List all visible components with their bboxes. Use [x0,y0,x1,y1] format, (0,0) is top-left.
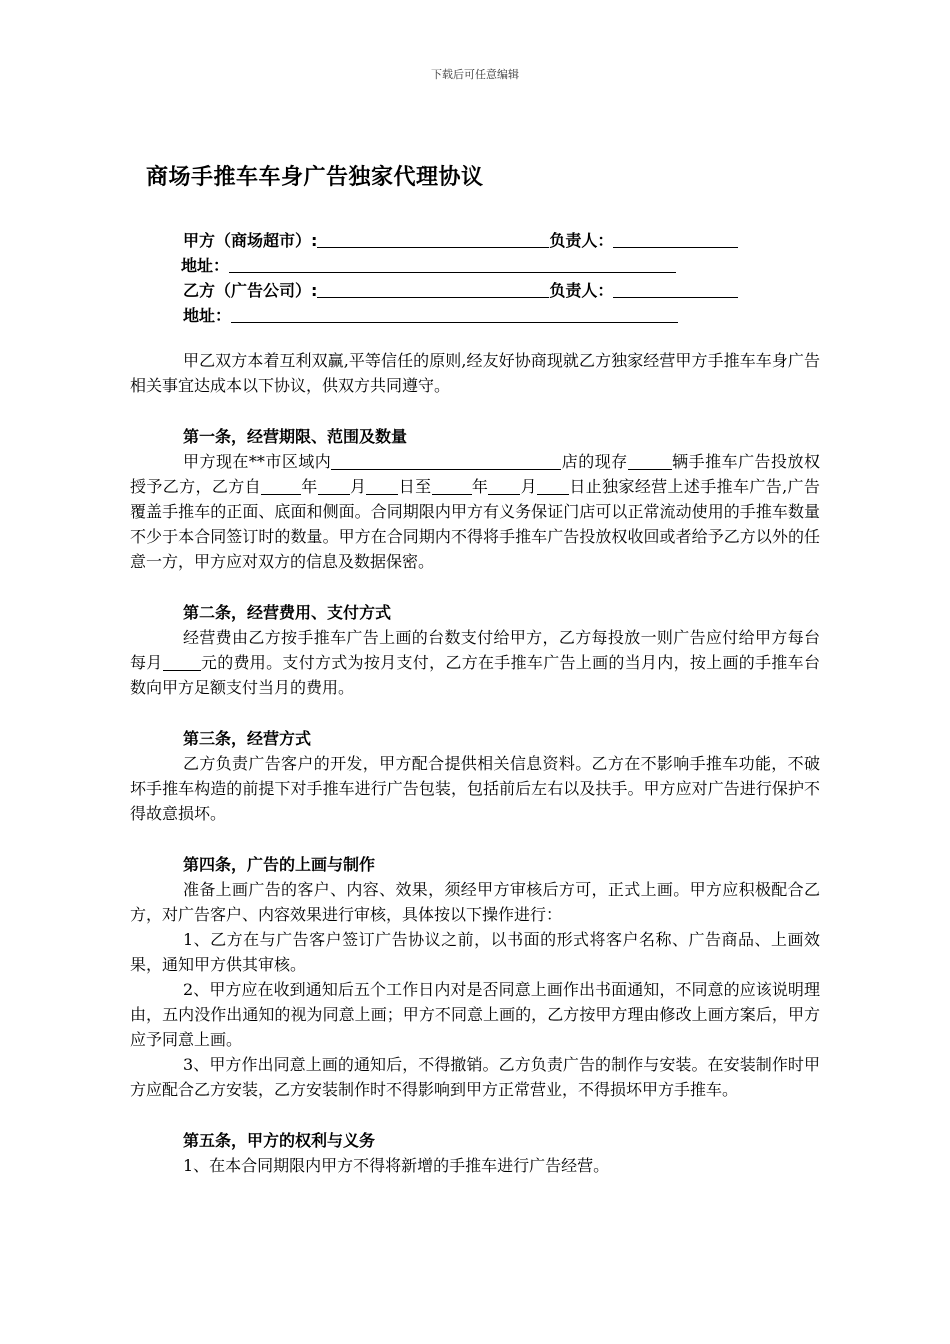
document-body [130,348,820,1178]
article1-year1: 年 [300,477,318,496]
party-a-head-blank[interactable] [613,229,738,248]
article1-text-c: 辆手推车广告投放权授予乙方，乙方自 [130,452,820,496]
article4-paragraph-2: 1、乙方在与广告客户签订广告协议之前，以书面的形式将客户名称、广告商品、上画效果，通知甲方供其审核。 [130,930,820,974]
end-month-blank[interactable] [488,476,520,495]
end-day-blank[interactable] [537,476,569,495]
article5-paragraph-1: 1、在本合同期限内甲方不得将新增的手推车进行广告经营。 [183,1156,610,1175]
party-a-name-blank[interactable] [317,229,549,248]
party-a-address-row [181,253,823,278]
article1-text-d: 日止独家经营上述手推车广告,广告覆盖手推车的正面、底面和侧面。合同期限内甲方有义务保证门店可以正常流动使用的手推车数量不少于本合同签订时的数量。甲方在合同期内不得将手推车广告投放权收回或者给予乙方以外的任意一方，甲方应对双方的信息及数据保密。 [130,477,820,571]
start-year-blank[interactable] [261,476,301,495]
start-month-blank[interactable] [318,476,350,495]
party-a-address-blank[interactable] [229,254,676,273]
party-b-head-blank[interactable] [613,279,738,298]
article4-paragraph-1: 准备上画广告的客户、内容、效果，须经甲方审核后方可，正式上画。甲方应积极配合乙方，对广告客户、内容效果进行审核，具体按以下操作进行： [130,880,820,924]
start-day-blank[interactable] [366,476,398,495]
party-b-address-row [183,303,823,328]
party-b-address-blank[interactable] [231,304,678,323]
article2-heading: 第二条，经营费用、支付方式 [183,603,392,622]
store-blank[interactable] [331,451,561,470]
article2-paragraph [130,625,820,700]
party-b-address-label: 地址： [183,306,232,325]
article1-month1: 月 [349,477,367,496]
cart-count-blank[interactable] [628,451,672,470]
party-b-label: 乙方（广告公司）: [183,281,318,300]
party-b-row [183,278,823,303]
party-a-label: 甲方（商场超市）: [183,231,318,250]
intro-paragraph: 甲乙双方本着互利双赢,平等信任的原则,经友好协商现就乙方独家经营甲方手推车车身广告相关事宜达成本以下协议，供双方共同遵守。 [130,351,820,395]
article4-heading: 第四条，广告的上画与制作 [183,855,376,874]
article1-month2: 月 [520,477,537,496]
article1-heading: 第一条，经营期限、范围及数量 [183,427,408,446]
article1-text-a: 甲方现在**市区域内 [183,452,332,471]
article2-text-b: 元的费用。支付方式为按月支付，乙方在手推车广告上画的当月内，按上画的手推车台数向甲方足额支付当月的费用。 [130,653,820,697]
watermark: 下载后可任意编辑 [431,68,519,81]
parties-block [183,228,823,328]
article2-text-a: 经营费由乙方按手推车广告上画的台数支付给甲方，乙方每投放一则广告应付给甲方每台每月 [130,628,820,672]
party-b-name-blank[interactable] [317,279,549,298]
article1-day1: 日至 [398,477,432,496]
article1-paragraph [130,449,820,574]
article4-paragraph-4: 3、甲方作出同意上画的通知后，不得撤销。乙方负责广告的制作与安装。在安装制作时甲方应配合乙方安装，乙方安装制作时不得影响到甲方正常营业，不得损坏甲方手推车。 [130,1055,820,1099]
party-a-head-label: 负责人： [549,231,614,250]
party-a-row [183,228,823,253]
article1-text-b: 店的现存 [561,452,628,471]
article1-year2: 年 [471,477,489,496]
article5-heading: 第五条，甲方的权利与义务 [183,1131,376,1150]
document-title: 商场手推车车身广告独家代理协议 [146,165,484,190]
article3-heading: 第三条，经营方式 [183,729,312,748]
fee-blank[interactable] [163,652,201,671]
party-b-head-label: 负责人： [549,281,614,300]
end-year-blank[interactable] [432,476,472,495]
party-a-address-label: 地址： [181,256,230,275]
article4-paragraph-3: 2、甲方应在收到通知后五个工作日内对是否同意上画作出书面通知，不同意的应该说明理由，五内没作出通知的视为同意上画；甲方不同意上画的，乙方按甲方理由修改上画方案后，甲方应予同意上画。 [130,980,820,1049]
article3-paragraph: 乙方负责广告客户的开发，甲方配合提供相关信息资料。乙方在不影响手推车功能，不破坏手推车构造的前提下对手推车进行广告包装，包括前后左右以及扶手。甲方应对广告进行保护不得故意损坏。 [130,754,820,823]
